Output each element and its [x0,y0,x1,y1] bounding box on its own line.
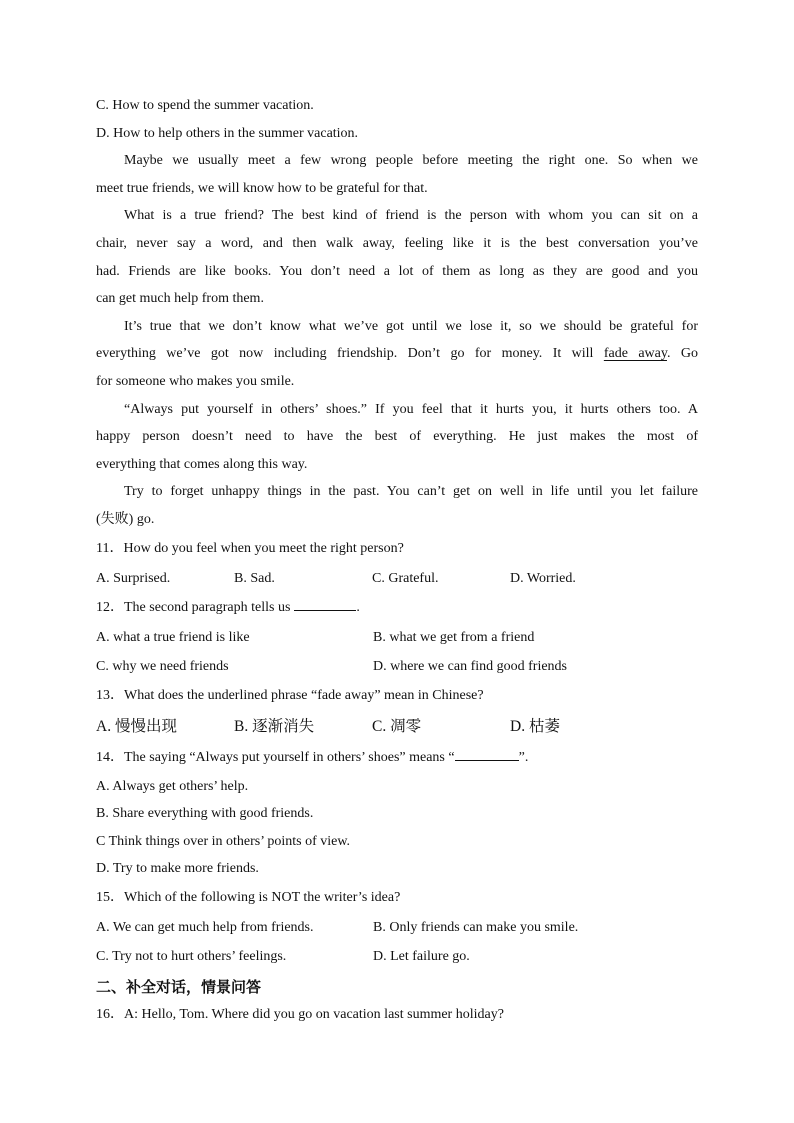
option-c: C Think things over in others’ points of view. [96,833,351,849]
question-options [96,564,698,593]
question-text: ”. [518,749,529,765]
option-b: B. Sad. [234,570,275,586]
question-text: 12．The second paragraph tells us [96,599,291,615]
answer-blank [294,596,356,611]
question-text: 14．The saying “Always put yourself in others’ shoes” means “ [96,749,455,765]
question-stem: 11．How do you feel when you meet the right person? [96,540,404,556]
option-c: C. Grateful. [372,570,439,586]
passage-line: (失败) go. [96,511,155,527]
option-b: B. Share everything with good friends. [96,806,314,822]
passage-line: everything that comes along this way. [96,456,308,472]
option-b: B. 逐渐消失 [234,717,315,735]
passage-line: had. Friends are like books. You don’t need a lot of them as long as they are good and you [96,263,698,279]
option-d-prev: D. How to help others in the summer vacation. [96,125,359,141]
option-d: D. Let failure go. [373,948,470,964]
passage-line: meet true friends, we will know how to be grateful for that. [96,180,428,196]
passage-text: everything we’ve got now including friendship. Don’t go for money. It will [96,346,594,362]
section-heading: 二、补全对话，情景问答 [96,977,262,996]
option-c: C. Try not to hurt others’ feelings. [96,948,287,964]
passage-line: happy person doesn’t need to have the best of everything. He just makes the most of [96,429,698,445]
passage-text: . Go [666,346,698,362]
option-a: A. Always get others’ help. [96,778,249,794]
passage-line: Maybe we usually meet a few wrong people before meeting the right one. So when we [124,153,698,169]
option-d: D. Try to make more friends. [96,861,259,877]
option-a: A. We can get much help from friends. [96,919,314,935]
question-text: . [356,599,360,615]
passage-line: It’s true that we don’t know what we’ve got until we lose it, so we should be grateful for [124,318,698,334]
option-b: B. what we get from a friend [373,629,535,645]
question-stem [96,593,698,623]
question-options [96,711,698,743]
question-stem: 16．A: Hello, Tom. Where did you go on vacation last summer holiday? [96,1006,504,1022]
passage-line: can get much help from them. [96,291,264,307]
option-c-prev: C. How to spend the summer vacation. [96,98,314,113]
reading-passage [96,147,698,533]
option-c: C. 凋零 [372,717,422,735]
option-b: B. Only friends can make you smile. [373,919,579,935]
underlined-phrase: fade away [603,346,667,362]
option-a: A. what a true friend is like [96,629,250,645]
option-d: D. where we can find good friends [373,658,567,674]
question-stem: 13．What does the underlined phrase “fade away” mean in Chinese? [96,687,484,703]
passage-line: chair, never say a word, and then walk away, feeling like it is the best conversation you’ve [96,235,698,251]
passage-line: “Always put yourself in others’ shoes.” If you feel that it hurts you, it hurts others too. A [124,401,698,417]
document-page [96,92,698,1028]
passage-line: What is a true friend? The best kind of friend is the person with whom you can sit on a [124,208,698,224]
option-d: D. 枯萎 [510,717,560,735]
passage-line [96,340,698,368]
option-a: A. 慢慢出现 [96,717,177,735]
passage-line: for someone who makes you smile. [96,373,295,389]
question-options [96,913,698,942]
answer-blank [455,746,519,761]
option-a: A. Surprised. [96,570,171,586]
option-c: C. why we need friends [96,658,229,674]
option-d: D. Worried. [510,570,576,586]
question-options [96,652,698,681]
question-options [96,942,698,971]
question-options [96,623,698,652]
question-stem: 15．Which of the following is NOT the writer’s idea? [96,889,401,905]
passage-line: Try to forget unhappy things in the past. You can’t get on well in life until you let failure [124,484,698,500]
question-stem [96,743,698,773]
